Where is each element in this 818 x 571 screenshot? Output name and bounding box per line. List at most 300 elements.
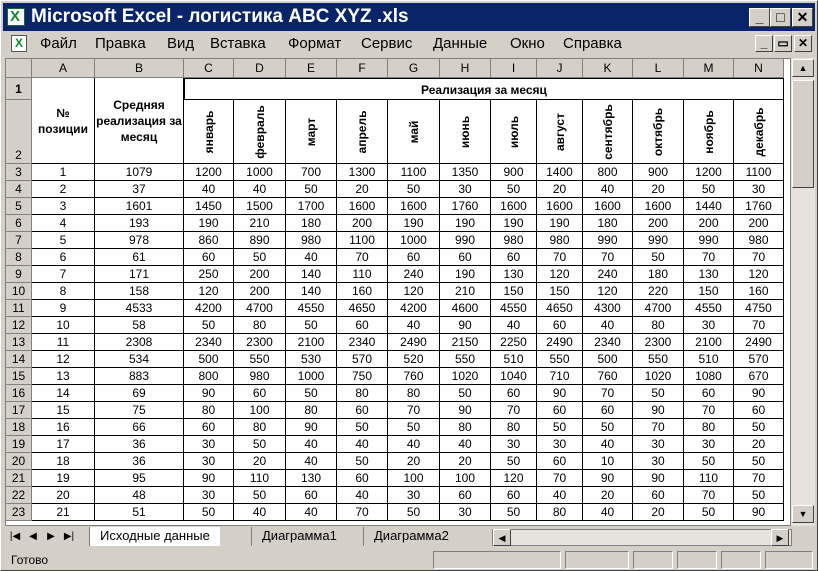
table-cell[interactable]: 30 <box>633 453 684 470</box>
tab-source-data[interactable]: Исходные данные <box>89 527 220 546</box>
table-cell[interactable]: 2490 <box>388 334 440 351</box>
table-cell[interactable]: 4550 <box>491 300 537 317</box>
table-cell[interactable]: 20 <box>234 453 286 470</box>
row-header[interactable]: 2 <box>6 100 32 164</box>
table-cell[interactable]: 4750 <box>734 300 784 317</box>
table-cell[interactable]: 990 <box>684 232 734 249</box>
table-cell[interactable]: 250 <box>184 266 234 283</box>
table-cell[interactable]: 500 <box>184 351 234 368</box>
table-cell[interactable]: 193 <box>95 215 184 232</box>
table-cell[interactable]: 110 <box>337 266 388 283</box>
column-header[interactable]: C <box>184 59 234 78</box>
table-cell[interactable]: 50 <box>734 453 784 470</box>
table-cell[interactable]: 90 <box>633 402 684 419</box>
worksheet-grid[interactable] <box>5 58 791 526</box>
table-cell[interactable]: 70 <box>684 487 734 504</box>
table-cell[interactable]: 60 <box>388 249 440 266</box>
table-cell[interactable]: 70 <box>734 249 784 266</box>
table-cell[interactable]: 1100 <box>337 232 388 249</box>
table-cell[interactable]: 19 <box>32 470 95 487</box>
table-cell[interactable]: 150 <box>491 283 537 300</box>
table-cell[interactable]: 80 <box>388 385 440 402</box>
table-cell[interactable]: 1200 <box>684 164 734 181</box>
table-cell[interactable]: 1 <box>32 164 95 181</box>
workbook-close-button[interactable]: ✕ <box>794 35 812 52</box>
table-cell[interactable]: 20 <box>537 181 583 198</box>
table-cell[interactable]: 50 <box>234 249 286 266</box>
table-cell[interactable]: 48 <box>95 487 184 504</box>
table-cell[interactable]: 60 <box>337 317 388 334</box>
table-cell[interactable]: 160 <box>337 283 388 300</box>
table-cell[interactable]: 100 <box>440 470 491 487</box>
table-cell[interactable]: 2100 <box>684 334 734 351</box>
table-cell[interactable]: 90 <box>734 385 784 402</box>
table-cell[interactable]: 50 <box>537 419 583 436</box>
table-cell[interactable]: 1000 <box>234 164 286 181</box>
table-cell[interactable]: 61 <box>95 249 184 266</box>
table-cell[interactable]: 190 <box>388 215 440 232</box>
table-cell[interactable]: 70 <box>583 249 633 266</box>
table-cell[interactable]: 4300 <box>583 300 633 317</box>
table-cell[interactable]: 80 <box>440 419 491 436</box>
table-cell[interactable]: 20 <box>440 453 491 470</box>
row-header[interactable]: 5 <box>6 198 32 215</box>
table-cell[interactable]: 16 <box>32 419 95 436</box>
table-cell[interactable]: 1760 <box>440 198 491 215</box>
column-header[interactable]: A <box>32 59 95 78</box>
table-cell[interactable]: 80 <box>286 402 337 419</box>
horizontal-scrollbar[interactable] <box>492 529 792 546</box>
table-cell[interactable]: 11 <box>32 334 95 351</box>
table-cell[interactable]: 50 <box>491 453 537 470</box>
menu-item[interactable]: Правка <box>95 35 146 52</box>
table-cell[interactable]: 50 <box>491 504 537 521</box>
table-cell[interactable]: 990 <box>440 232 491 249</box>
table-cell[interactable]: 40 <box>388 317 440 334</box>
table-cell[interactable]: 1000 <box>286 368 337 385</box>
table-cell[interactable]: 158 <box>95 283 184 300</box>
table-cell[interactable]: 1700 <box>286 198 337 215</box>
table-cell[interactable]: 90 <box>583 470 633 487</box>
table-cell[interactable]: 40 <box>583 436 633 453</box>
row-header[interactable]: 14 <box>6 351 32 368</box>
column-header[interactable]: B <box>95 59 184 78</box>
table-cell[interactable]: 2340 <box>337 334 388 351</box>
table-cell[interactable]: 90 <box>184 470 234 487</box>
table-cell[interactable]: 70 <box>337 249 388 266</box>
table-cell[interactable]: 20 <box>337 181 388 198</box>
table-cell[interactable]: 50 <box>286 385 337 402</box>
table-cell[interactable]: 570 <box>337 351 388 368</box>
table-cell[interactable]: 1600 <box>337 198 388 215</box>
table-cell[interactable]: 150 <box>537 283 583 300</box>
table-cell[interactable]: 10 <box>32 317 95 334</box>
first-sheet-icon[interactable]: |◀ <box>9 531 21 542</box>
table-cell[interactable]: 40 <box>388 436 440 453</box>
table-cell[interactable]: 4200 <box>388 300 440 317</box>
table-cell[interactable]: 1300 <box>337 164 388 181</box>
table-cell[interactable]: 20 <box>633 181 684 198</box>
table-cell[interactable]: 110 <box>234 470 286 487</box>
table-cell[interactable]: 800 <box>184 368 234 385</box>
table-cell[interactable]: 1080 <box>684 368 734 385</box>
table-cell[interactable]: 120 <box>583 283 633 300</box>
table-cell[interactable]: 1450 <box>184 198 234 215</box>
row-header[interactable]: 3 <box>6 164 32 181</box>
table-cell[interactable]: 190 <box>440 215 491 232</box>
table-cell[interactable]: 2150 <box>440 334 491 351</box>
table-cell[interactable]: 95 <box>95 470 184 487</box>
table-cell[interactable]: 40 <box>286 504 337 521</box>
table-cell[interactable]: 50 <box>388 504 440 521</box>
table-cell[interactable]: 2100 <box>286 334 337 351</box>
row-header[interactable]: 22 <box>6 487 32 504</box>
table-cell[interactable]: 50 <box>633 385 684 402</box>
table-cell[interactable]: 40 <box>537 487 583 504</box>
table-cell[interactable]: 60 <box>537 317 583 334</box>
table-cell[interactable]: 13 <box>32 368 95 385</box>
table-cell[interactable]: 30 <box>684 317 734 334</box>
table-cell[interactable]: 40 <box>337 487 388 504</box>
table-cell[interactable]: 51 <box>95 504 184 521</box>
scroll-left-button[interactable]: ◀ <box>493 529 511 546</box>
table-cell[interactable]: 1020 <box>440 368 491 385</box>
table-cell[interactable]: 5 <box>32 232 95 249</box>
table-cell[interactable]: 980 <box>286 232 337 249</box>
table-cell[interactable]: 70 <box>537 470 583 487</box>
table-cell[interactable]: 60 <box>184 249 234 266</box>
row-header[interactable]: 15 <box>6 368 32 385</box>
table-cell[interactable]: 550 <box>234 351 286 368</box>
table-cell[interactable]: 36 <box>95 436 184 453</box>
row-header[interactable]: 20 <box>6 453 32 470</box>
table-cell[interactable]: 190 <box>184 215 234 232</box>
scroll-up-button[interactable]: ▲ <box>792 59 814 77</box>
table-cell[interactable]: 550 <box>440 351 491 368</box>
row-header[interactable]: 12 <box>6 317 32 334</box>
table-cell[interactable]: 2490 <box>734 334 784 351</box>
table-cell[interactable]: 50 <box>388 181 440 198</box>
table-cell[interactable]: 90 <box>440 402 491 419</box>
table-cell[interactable]: 40 <box>184 181 234 198</box>
row-header[interactable]: 9 <box>6 266 32 283</box>
table-cell[interactable]: 1040 <box>491 368 537 385</box>
table-cell[interactable]: 4550 <box>286 300 337 317</box>
table-cell[interactable]: 60 <box>286 487 337 504</box>
table-cell[interactable]: 2340 <box>184 334 234 351</box>
column-header[interactable]: D <box>234 59 286 78</box>
row-header[interactable]: 16 <box>6 385 32 402</box>
table-cell[interactable]: 30 <box>633 436 684 453</box>
table-cell[interactable]: 1600 <box>537 198 583 215</box>
table-cell[interactable]: 80 <box>337 385 388 402</box>
table-cell[interactable]: 12 <box>32 351 95 368</box>
table-cell[interactable]: 1600 <box>583 198 633 215</box>
table-cell[interactable]: 36 <box>95 453 184 470</box>
table-cell[interactable]: 70 <box>537 249 583 266</box>
menu-item[interactable]: Файл <box>40 35 77 52</box>
table-cell[interactable]: 200 <box>234 283 286 300</box>
table-cell[interactable]: 40 <box>583 504 633 521</box>
table-cell[interactable]: 60 <box>491 385 537 402</box>
table-cell[interactable]: 1600 <box>491 198 537 215</box>
table-cell[interactable]: 1400 <box>537 164 583 181</box>
workbook-icon[interactable] <box>11 35 27 52</box>
table-cell[interactable]: 50 <box>684 181 734 198</box>
table-cell[interactable]: 8 <box>32 283 95 300</box>
table-cell[interactable]: 50 <box>491 181 537 198</box>
table-cell[interactable]: 1000 <box>388 232 440 249</box>
table-cell[interactable]: 4200 <box>184 300 234 317</box>
table-cell[interactable]: 200 <box>734 215 784 232</box>
table-cell[interactable]: 3 <box>32 198 95 215</box>
table-cell[interactable]: 70 <box>337 504 388 521</box>
table-cell[interactable]: 90 <box>184 385 234 402</box>
table-cell[interactable]: 520 <box>388 351 440 368</box>
table-cell[interactable]: 2308 <box>95 334 184 351</box>
table-cell[interactable]: 60 <box>537 453 583 470</box>
table-cell[interactable]: 50 <box>184 504 234 521</box>
table-cell[interactable]: 900 <box>633 164 684 181</box>
minimize-button[interactable]: _ <box>749 8 770 27</box>
table-cell[interactable]: 1600 <box>388 198 440 215</box>
table-cell[interactable]: 80 <box>234 317 286 334</box>
column-header[interactable]: I <box>491 59 537 78</box>
excel-app-icon[interactable] <box>7 8 25 26</box>
row-header[interactable]: 1 <box>6 78 32 100</box>
table-cell[interactable]: 50 <box>234 436 286 453</box>
table-cell[interactable]: 700 <box>286 164 337 181</box>
table-cell[interactable]: 60 <box>491 249 537 266</box>
table-cell[interactable]: 180 <box>583 215 633 232</box>
table-cell[interactable]: 180 <box>286 215 337 232</box>
table-cell[interactable]: 120 <box>184 283 234 300</box>
table-cell[interactable]: 570 <box>734 351 784 368</box>
column-header[interactable]: E <box>286 59 337 78</box>
table-cell[interactable]: 130 <box>684 266 734 283</box>
table-cell[interactable]: 1440 <box>684 198 734 215</box>
table-cell[interactable]: 20 <box>388 453 440 470</box>
table-cell[interactable]: 550 <box>633 351 684 368</box>
table-cell[interactable]: 100 <box>234 402 286 419</box>
row-header[interactable]: 10 <box>6 283 32 300</box>
scroll-thumb[interactable] <box>792 80 814 188</box>
table-cell[interactable]: 40 <box>234 181 286 198</box>
column-header[interactable]: G <box>388 59 440 78</box>
table-cell[interactable]: 90 <box>633 470 684 487</box>
vertical-scrollbar[interactable] <box>791 58 815 526</box>
table-cell[interactable]: 70 <box>633 419 684 436</box>
table-cell[interactable]: 70 <box>684 249 734 266</box>
table-cell[interactable]: 40 <box>286 453 337 470</box>
table-cell[interactable]: 70 <box>734 470 784 487</box>
workbook-minimize-button[interactable]: _ <box>755 35 773 52</box>
table-cell[interactable]: 750 <box>337 368 388 385</box>
table-cell[interactable]: 4600 <box>440 300 491 317</box>
table-cell[interactable]: 50 <box>337 453 388 470</box>
table-cell[interactable]: 1100 <box>734 164 784 181</box>
table-cell[interactable]: 80 <box>633 317 684 334</box>
row-header[interactable]: 18 <box>6 419 32 436</box>
table-cell[interactable]: 66 <box>95 419 184 436</box>
table-cell[interactable]: 4700 <box>633 300 684 317</box>
table-cell[interactable]: 50 <box>286 181 337 198</box>
table-cell[interactable]: 710 <box>537 368 583 385</box>
table-cell[interactable]: 50 <box>337 419 388 436</box>
table-cell[interactable]: 60 <box>337 470 388 487</box>
table-cell[interactable]: 4650 <box>537 300 583 317</box>
select-all-corner[interactable] <box>6 59 32 78</box>
table-cell[interactable]: 50 <box>583 419 633 436</box>
table-cell[interactable]: 37 <box>95 181 184 198</box>
title-bar[interactable] <box>3 3 815 31</box>
table-cell[interactable]: 50 <box>633 249 684 266</box>
table-cell[interactable]: 2300 <box>234 334 286 351</box>
row-header[interactable]: 21 <box>6 470 32 487</box>
table-cell[interactable]: 60 <box>583 402 633 419</box>
table-cell[interactable]: 4650 <box>337 300 388 317</box>
table-cell[interactable]: 1601 <box>95 198 184 215</box>
table-cell[interactable]: 1760 <box>734 198 784 215</box>
table-cell[interactable]: 50 <box>684 453 734 470</box>
table-cell[interactable]: 30 <box>537 436 583 453</box>
table-cell[interactable]: 2340 <box>583 334 633 351</box>
table-cell[interactable]: 550 <box>537 351 583 368</box>
table-cell[interactable]: 180 <box>633 266 684 283</box>
table-cell[interactable]: 130 <box>491 266 537 283</box>
menu-item[interactable]: Данные <box>433 35 488 52</box>
column-header[interactable]: K <box>583 59 633 78</box>
table-cell[interactable]: 30 <box>440 181 491 198</box>
table-cell[interactable]: 190 <box>491 215 537 232</box>
table-cell[interactable]: 60 <box>234 385 286 402</box>
table-cell[interactable]: 980 <box>537 232 583 249</box>
table-cell[interactable]: 20 <box>32 487 95 504</box>
table-cell[interactable]: 190 <box>537 215 583 232</box>
table-cell[interactable]: 760 <box>583 368 633 385</box>
table-cell[interactable]: 60 <box>440 249 491 266</box>
row-header[interactable]: 11 <box>6 300 32 317</box>
table-cell[interactable]: 80 <box>537 504 583 521</box>
table-cell[interactable]: 80 <box>684 419 734 436</box>
table-cell[interactable]: 20 <box>734 436 784 453</box>
row-header[interactable]: 13 <box>6 334 32 351</box>
scroll-right-button[interactable]: ▶ <box>771 529 789 546</box>
table-cell[interactable]: 900 <box>491 164 537 181</box>
table-cell[interactable]: 1350 <box>440 164 491 181</box>
last-sheet-icon[interactable]: ▶| <box>63 531 75 542</box>
table-cell[interactable]: 60 <box>184 419 234 436</box>
table-cell[interactable]: 210 <box>234 215 286 232</box>
column-header[interactable]: H <box>440 59 491 78</box>
menu-item[interactable]: Вид <box>167 35 195 52</box>
close-button[interactable]: ✕ <box>792 8 813 27</box>
scroll-down-button[interactable]: ▼ <box>792 505 814 523</box>
table-cell[interactable]: 860 <box>184 232 234 249</box>
row-header[interactable]: 17 <box>6 402 32 419</box>
row-header[interactable]: 6 <box>6 215 32 232</box>
row-header[interactable]: 4 <box>6 181 32 198</box>
table-cell[interactable]: 80 <box>491 419 537 436</box>
table-cell[interactable]: 60 <box>440 487 491 504</box>
table-cell[interactable]: 4700 <box>234 300 286 317</box>
table-cell[interactable]: 670 <box>734 368 784 385</box>
table-cell[interactable]: 510 <box>491 351 537 368</box>
workbook-restore-button[interactable]: ▭ <box>774 35 792 52</box>
table-cell[interactable]: 60 <box>337 402 388 419</box>
table-cell[interactable]: 40 <box>337 436 388 453</box>
table-cell[interactable]: 70 <box>388 402 440 419</box>
column-header[interactable]: N <box>734 59 784 78</box>
prev-sheet-icon[interactable]: ◀ <box>29 531 37 542</box>
table-cell[interactable]: 90 <box>734 504 784 521</box>
table-cell[interactable]: 9 <box>32 300 95 317</box>
table-cell[interactable]: 4 <box>32 215 95 232</box>
menu-item[interactable]: Формат <box>288 35 342 52</box>
table-cell[interactable]: 50 <box>734 487 784 504</box>
table-cell[interactable]: 1600 <box>633 198 684 215</box>
table-cell[interactable]: 40 <box>440 436 491 453</box>
table-cell[interactable]: 50 <box>234 487 286 504</box>
table-cell[interactable]: 60 <box>684 385 734 402</box>
table-cell[interactable]: 1100 <box>388 164 440 181</box>
table-cell[interactable]: 40 <box>583 181 633 198</box>
table-cell[interactable]: 58 <box>95 317 184 334</box>
table-cell[interactable]: 40 <box>491 317 537 334</box>
table-cell[interactable]: 50 <box>388 419 440 436</box>
table-cell[interactable]: 890 <box>234 232 286 249</box>
table-cell[interactable]: 21 <box>32 504 95 521</box>
row-header[interactable]: 7 <box>6 232 32 249</box>
table-cell[interactable]: 160 <box>734 283 784 300</box>
maximize-button[interactable]: □ <box>770 8 791 27</box>
table-cell[interactable]: 80 <box>234 419 286 436</box>
table-cell[interactable]: 7 <box>32 266 95 283</box>
table-cell[interactable]: 534 <box>95 351 184 368</box>
column-header[interactable]: M <box>684 59 734 78</box>
table-cell[interactable]: 510 <box>684 351 734 368</box>
table-cell[interactable]: 240 <box>583 266 633 283</box>
tab-chart1[interactable]: Диаграмма1 <box>251 527 347 546</box>
table-cell[interactable]: 140 <box>286 266 337 283</box>
table-cell[interactable]: 15 <box>32 402 95 419</box>
table-cell[interactable]: 60 <box>633 487 684 504</box>
table-cell[interactable]: 200 <box>234 266 286 283</box>
table-cell[interactable]: 200 <box>684 215 734 232</box>
table-cell[interactable]: 1079 <box>95 164 184 181</box>
table-cell[interactable]: 1200 <box>184 164 234 181</box>
column-header[interactable]: L <box>633 59 684 78</box>
table-cell[interactable]: 40 <box>286 249 337 266</box>
menu-item[interactable]: Справка <box>563 35 622 52</box>
menu-item[interactable]: Сервис <box>361 35 413 52</box>
table-cell[interactable]: 30 <box>184 436 234 453</box>
menu-item[interactable]: Окно <box>510 35 545 52</box>
table-cell[interactable]: 883 <box>95 368 184 385</box>
table-cell[interactable]: 210 <box>440 283 491 300</box>
table-cell[interactable]: 70 <box>491 402 537 419</box>
next-sheet-icon[interactable]: ▶ <box>47 531 55 542</box>
table-cell[interactable]: 60 <box>537 402 583 419</box>
table-cell[interactable]: 2 <box>32 181 95 198</box>
table-cell[interactable]: 20 <box>633 504 684 521</box>
table-cell[interactable]: 2300 <box>633 334 684 351</box>
table-cell[interactable]: 80 <box>184 402 234 419</box>
table-cell[interactable]: 120 <box>388 283 440 300</box>
table-cell[interactable]: 10 <box>583 453 633 470</box>
row-header[interactable]: 19 <box>6 436 32 453</box>
table-cell[interactable]: 130 <box>286 470 337 487</box>
